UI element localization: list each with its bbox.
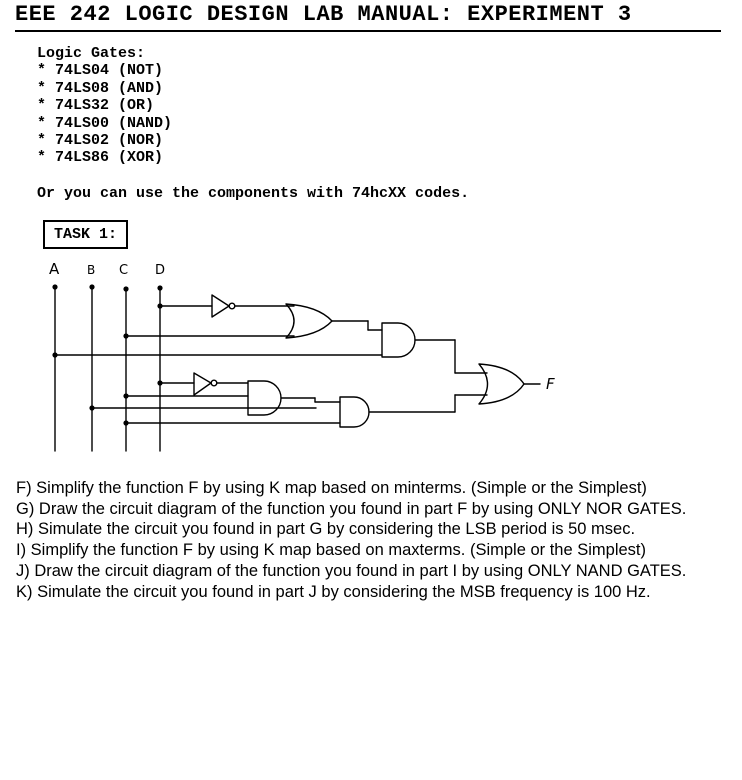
question-i: I) Simplify the function F by using K map based on maxterms. (Simple or the Simplest) [16, 541, 646, 560]
input-terminals [52, 284, 162, 291]
and-gate-3 [92, 395, 487, 427]
question-f: F) Simplify the function F by using K map based on minterms. (Simple or the Simplest) [16, 479, 647, 497]
logic-gates-list [37, 45, 172, 167]
or-gate-2 [479, 364, 540, 404]
not-gate-2 [160, 373, 248, 395]
title-underline [15, 30, 721, 32]
input-rails [55, 287, 160, 451]
component-note: Or you can use the components with 74hcXX codes. [37, 185, 470, 202]
and-gate-1 [55, 323, 487, 373]
input-label-c: C [119, 263, 129, 278]
not-gate-1 [160, 295, 294, 317]
questions-list [16, 478, 686, 602]
output-label-f: F [546, 375, 555, 393]
gate-item-nor: * 74LS02 (NOR) [37, 132, 164, 150]
or-gate-1 [126, 304, 368, 338]
circuit-diagram [0, 255, 600, 455]
and-gate-2 [126, 381, 315, 415]
task-label-box: TASK 1: [43, 220, 128, 249]
logic-gates-heading: Logic Gates: [37, 45, 146, 62]
page-title: EEE 242 LOGIC DESIGN LAB MANUAL: EXPERIMENT 3 [15, 2, 632, 27]
input-label-b: B [87, 263, 96, 277]
question-j: J) Draw the circuit diagram of the function you found in part I by using ONLY NAND GATES. [16, 561, 687, 580]
gate-item-nand: * 74LS00 (NAND) [37, 114, 173, 132]
input-label-a: A [49, 260, 60, 278]
gate-item-xor: * 74LS86 (XOR) [37, 149, 164, 167]
wire-junctions [52, 303, 162, 425]
gate-item-not: * 74LS04 (NOT) [37, 62, 164, 80]
question-g: G) Draw the circuit diagram of the function you found in part F by using ONLY NOR GATES. [16, 499, 687, 518]
gate-item-or: * 74LS32 (OR) [37, 97, 155, 115]
question-k: K) Simulate the circuit you found in part J by considering the MSB frequency is 100 Hz. [16, 582, 651, 601]
gate-item-and: * 74LS08 (AND) [37, 79, 164, 97]
question-h: H) Simulate the circuit you found in part G by considering the LSB period is 50 msec. [16, 520, 636, 539]
input-label-d: D [155, 263, 166, 278]
